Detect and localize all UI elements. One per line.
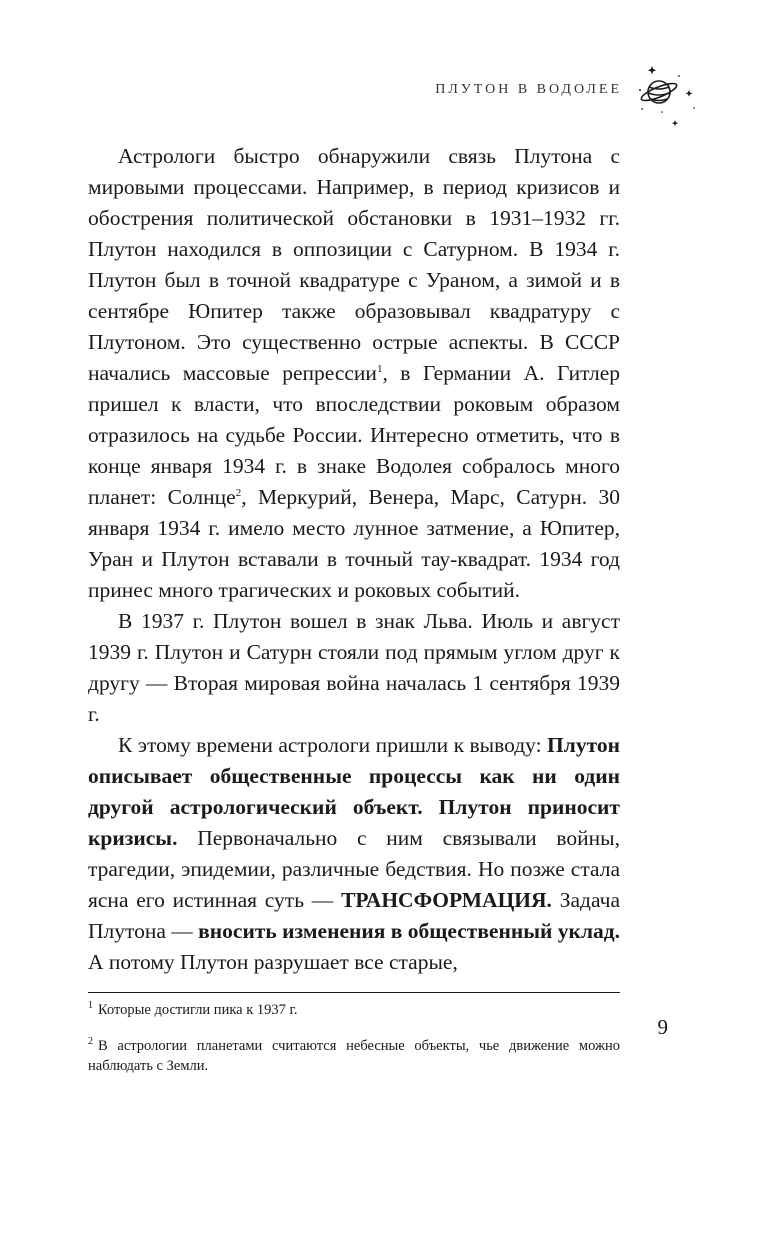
paragraph-3-part-a: К этому времени астрологи пришли к выводу: bbox=[118, 733, 548, 757]
emphasis-pluto-crises: Плутон описывает общественные процессы как ни один другой астрологический объект. Плутон приносит кризисы. bbox=[88, 733, 620, 850]
footnote-number: 1 bbox=[88, 1000, 93, 1012]
footnote-ref-1: 1 bbox=[376, 362, 383, 375]
running-title: ПЛУТОН В ВОДОЛЕЕ bbox=[435, 82, 622, 97]
footnote-1 bbox=[88, 1000, 620, 1020]
emphasis-transformation: ТРАНСФОРМАЦИЯ. bbox=[341, 888, 552, 912]
paragraph-3-part-c: Первоначально с ним связывали войны, трагедии, эпидемии, различные бедствия. Но позже стала ясна его истинная суть — bbox=[88, 826, 620, 912]
paragraph-1-part-a: Астрологи быстро обнаружили связь Плутона с мировыми процессами. Например, в период кризисов и обострения политической обстановки в 1931–1932 гг. Плутон находился в оппозиции с Сатурном. В 1934 г. Плутон был в точной квадратуре с Ураном, а зимой и в сентябре Юпитер также образовывал квадратуру с Плутоном. Это существенно острые аспекты. В СССР начались массовые репрессии bbox=[88, 144, 620, 385]
footnote-number: 2 bbox=[88, 1036, 93, 1048]
paragraph-2: В 1937 г. Плутон вошел в знак Льва. Июль и август 1939 г. Плутон и Сатурн стояли под прямым углом друг к другу — Вторая мировая война началась 1 сентября 1939 г. bbox=[88, 609, 620, 726]
emphasis-social-change: вносить изменения в общественный уклад. bbox=[198, 919, 621, 943]
footnote-text: Которые достигли пика к 1937 г. bbox=[98, 1002, 298, 1018]
paragraph-3-part-g: А потому Плутон разрушает все старые, bbox=[88, 950, 458, 974]
paragraph-1 bbox=[88, 141, 620, 606]
paragraph-1-part-b: , в Германии А. Гитлер пришел к власти, что впоследствии роковым образом отразилось на судьбе России. Интересно отметить, что в конце января 1934 г. в знаке Водолея собралось много планет: Солнце bbox=[88, 361, 620, 509]
paragraph-3-part-e: Задача Плутона — bbox=[88, 888, 620, 943]
footnote-text: В астрологии планетами считаются небесные объекты, чье движение можно наблюдать с Земли. bbox=[88, 1038, 620, 1074]
paragraph-3 bbox=[88, 730, 620, 978]
footnote-ref-2: 2 bbox=[235, 486, 242, 499]
footnotes bbox=[88, 1000, 620, 1092]
main-text bbox=[88, 141, 620, 978]
page-number: 9 bbox=[657, 1015, 668, 1039]
planet-stars-icon bbox=[632, 62, 704, 132]
paragraph-1-part-c: , Меркурий, Венера, Марс, Сатурн. 30 января 1934 г. имело место лунное затмение, а Юпитер, Уран и Плутон вставали в точный тау-квадрат. 1934 год принес много трагических и роковых событий. bbox=[88, 485, 620, 602]
footnote-divider bbox=[88, 992, 620, 993]
footnote-2 bbox=[88, 1036, 620, 1076]
